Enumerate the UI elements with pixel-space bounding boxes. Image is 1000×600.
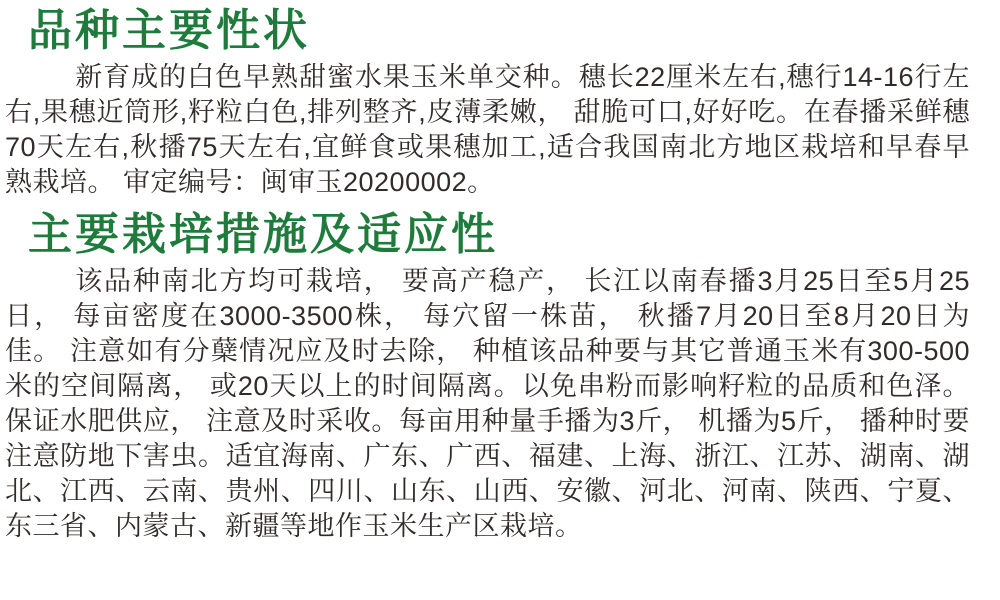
section-heading-cultivation-measures: 主要栽培措施及适应性	[28, 210, 498, 259]
variety-traits-paragraph: 新育成的白色早熟甜蜜水果玉米单交种。穗长22厘米左右,穗行14-16行左右,果穗近筒形,籽粒白色,排列整齐,皮薄柔嫩， 甜脆可口,好好吃。在春播采鲜穗70天左右,秋播75天左右,宜鲜食或果穗加工,适合我国南北方地区栽培和早春早熟栽培。 审定编号：闽审玉20200002。	[5, 62, 970, 197]
section-variety-traits	[5, 6, 982, 200]
cultivation-measures-paragraph: 该品种南北方均可栽培， 要高产稳产， 长江以南春播3月25日至5月25日， 每亩密度在3000-3500株， 每穴留一株苗， 秋播7月20日至8月20日为佳。 注意如有分蘖情况应及时去除， 种植该品种要与其它普通玉米有300-500米的空间隔离， 或20天以上的时间隔离。以免串粉而影响籽粒的品质和色泽。保证水肥供应， 注意及时采收。每亩用种量手播为3斤， 机播为5斤， 播种时要注意防地下害虫。适宜海南、广东、广西、福建、上海、浙江、江苏、湖南、湖北、江西、云南、贵州、四川、山东、山西、安徽、河北、河南、陕西、宁夏、东三省、内蒙古、新疆等地作玉米生产区栽培。	[5, 266, 970, 541]
section-heading-variety-traits: 品种主要性状	[28, 6, 310, 55]
section-cultivation-measures	[5, 210, 982, 544]
